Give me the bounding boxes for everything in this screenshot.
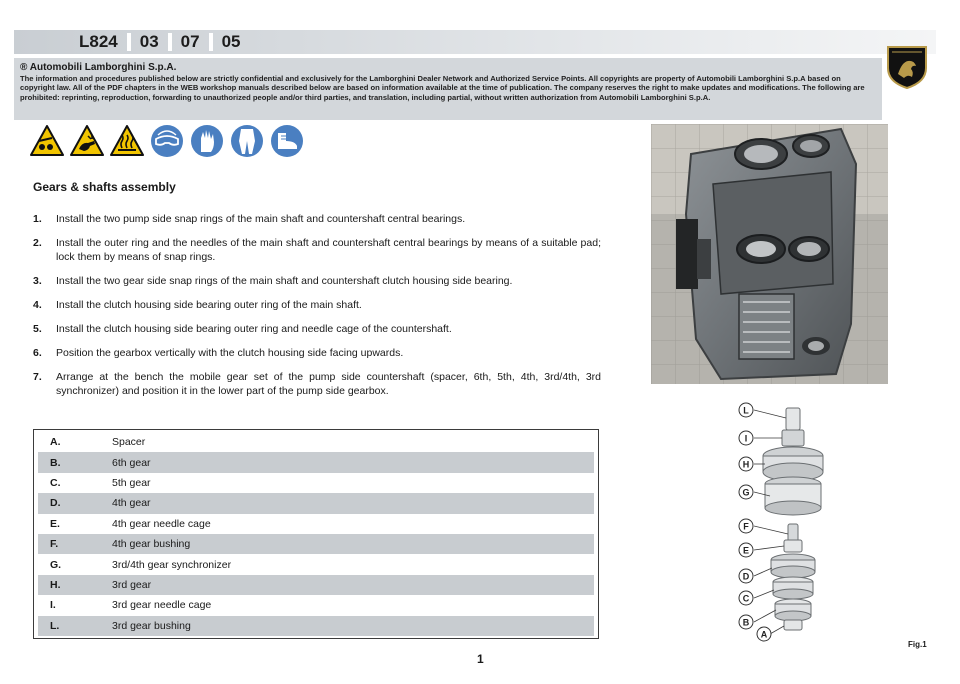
crush-warning-icon [30, 124, 64, 158]
code-part: 07 [180, 32, 200, 51]
safety-goggles-icon [150, 124, 184, 158]
callout-letter: D [742, 571, 750, 582]
legal-text: The information and procedures published below are strictly confidential and exclusively for the Lamborghini Dealer Network and Authorized Service Points. All copyrights are property of Automobili Lamborghini S.p.A based on copyright law. All of the PDF chapters in the WEB workshop manuals described below are based on information available at the time of publication. The company reserves the right to make updates and modifications. The following are prohibited: reprinting, reproduction, forwarding to unauthorized people and/or third parties, and translation, including partial, without written authorization from Automobili Lamborghini S.p.A. [20, 74, 865, 102]
part-letter: H. [50, 578, 61, 591]
part-name: 5th gear [112, 476, 151, 489]
step-number: 1. [33, 213, 42, 225]
step-item [33, 370, 601, 398]
table-row [38, 514, 594, 534]
step-text: Install the clutch housing side bearing outer ring and needle cage of the countershaft. [56, 323, 452, 335]
code-part: 03 [139, 32, 159, 51]
part-letter: B. [50, 456, 61, 469]
callout-badges [739, 403, 771, 641]
exploded-gear-diagram [730, 398, 850, 644]
parts-table [33, 429, 599, 639]
callout-badge [739, 431, 753, 445]
table-row [38, 575, 594, 595]
section-title: Gears & shafts assembly [33, 180, 176, 194]
protective-gloves-icon [190, 124, 224, 158]
callout-badge [739, 403, 753, 417]
callout-badge [739, 457, 753, 471]
part-name: 3rd gear [112, 578, 152, 591]
step-number: 3. [33, 275, 42, 287]
lamborghini-logo [884, 44, 930, 90]
step-item [33, 346, 601, 360]
step-number: 7. [33, 371, 42, 383]
part-letter: D. [50, 497, 61, 510]
callout-badge [757, 627, 771, 641]
callout-badge [739, 485, 753, 499]
callout-letter: A [760, 629, 768, 640]
figure-label: Fig.1 [908, 640, 927, 649]
part-letter: C. [50, 476, 61, 489]
part-letter: G. [50, 558, 62, 571]
part-name: 4th gear [112, 497, 151, 510]
callout-badge [739, 615, 753, 629]
part-letter: A. [50, 436, 61, 449]
step-text: Install the two gear side snap rings of the main shaft and countershaft clutch housing side bearing. [56, 275, 513, 287]
step-text: Install the outer ring and the needles of the main shaft and countershaft central bearings by means of a suitable pad; lock them by means of snap rings. [56, 237, 601, 263]
step-item [33, 274, 601, 288]
protective-overalls-icon [230, 124, 264, 158]
hand-injury-warning-icon [70, 124, 104, 158]
callout-letter: G [742, 487, 750, 498]
part-letter: I. [50, 599, 56, 612]
callout-letter: H [742, 459, 750, 470]
table-row [38, 595, 594, 615]
document-code [70, 31, 250, 53]
step-text: Install the two pump side snap rings of the main shaft and countershaft central bearings. [56, 213, 466, 225]
part-name: Spacer [112, 436, 146, 449]
code-part: 05 [221, 32, 241, 51]
callout-letter: C [742, 593, 750, 604]
legal-notice [14, 58, 882, 120]
part-name: 3rd gear needle cage [112, 599, 212, 612]
step-text: Arrange at the bench the mobile gear set of the pump side countershaft (spacer, 6th, 5th, 4th, 3rd/4th, 3rd synchronizer) and position it in the lower part of the pump side gearbox. [56, 371, 601, 397]
callout-letter: L [743, 405, 749, 416]
step-number: 4. [33, 299, 42, 311]
table-row [38, 616, 594, 636]
part-letter: E. [50, 517, 60, 530]
part-name: 3rd gear bushing [112, 619, 191, 632]
code-part: L824 [79, 32, 118, 51]
procedure-steps [33, 212, 601, 408]
callout-badge [739, 569, 753, 583]
step-item [33, 236, 601, 264]
step-number: 2. [33, 237, 42, 249]
callout-letter: I [744, 433, 748, 444]
part-name: 4th gear needle cage [112, 517, 211, 530]
callout-letter: E [742, 545, 750, 556]
gear-stack [763, 408, 823, 630]
part-name: 6th gear [112, 456, 151, 469]
table-row [38, 473, 594, 493]
callout-badge [739, 543, 753, 557]
part-letter: L. [50, 619, 60, 632]
page-number: 1 [477, 652, 484, 666]
table-row [38, 432, 594, 452]
part-name: 3rd/4th gear synchronizer [112, 558, 232, 571]
hot-surface-warning-icon [110, 124, 144, 158]
table-row [38, 493, 594, 513]
table-row [38, 452, 594, 472]
table-row [38, 554, 594, 574]
callout-letter: F [743, 521, 749, 532]
safety-icons [30, 124, 304, 158]
company-name: ® Automobili Lamborghini S.p.A. [20, 62, 177, 73]
part-letter: F. [50, 538, 59, 551]
step-item [33, 212, 601, 226]
step-text: Position the gearbox vertically with the clutch housing side facing upwards. [56, 347, 404, 359]
safety-shoes-icon [270, 124, 304, 158]
step-item [33, 322, 601, 336]
callout-badge [739, 591, 753, 605]
gearbox-photo [651, 124, 888, 384]
step-item [33, 298, 601, 312]
step-number: 5. [33, 323, 42, 335]
table-row [38, 534, 594, 554]
part-name: 4th gear bushing [112, 538, 191, 551]
callout-badge [739, 519, 753, 533]
step-text: Install the clutch housing side bearing outer ring of the main shaft. [56, 299, 362, 311]
callout-letter: B [742, 617, 750, 628]
step-number: 6. [33, 347, 42, 359]
